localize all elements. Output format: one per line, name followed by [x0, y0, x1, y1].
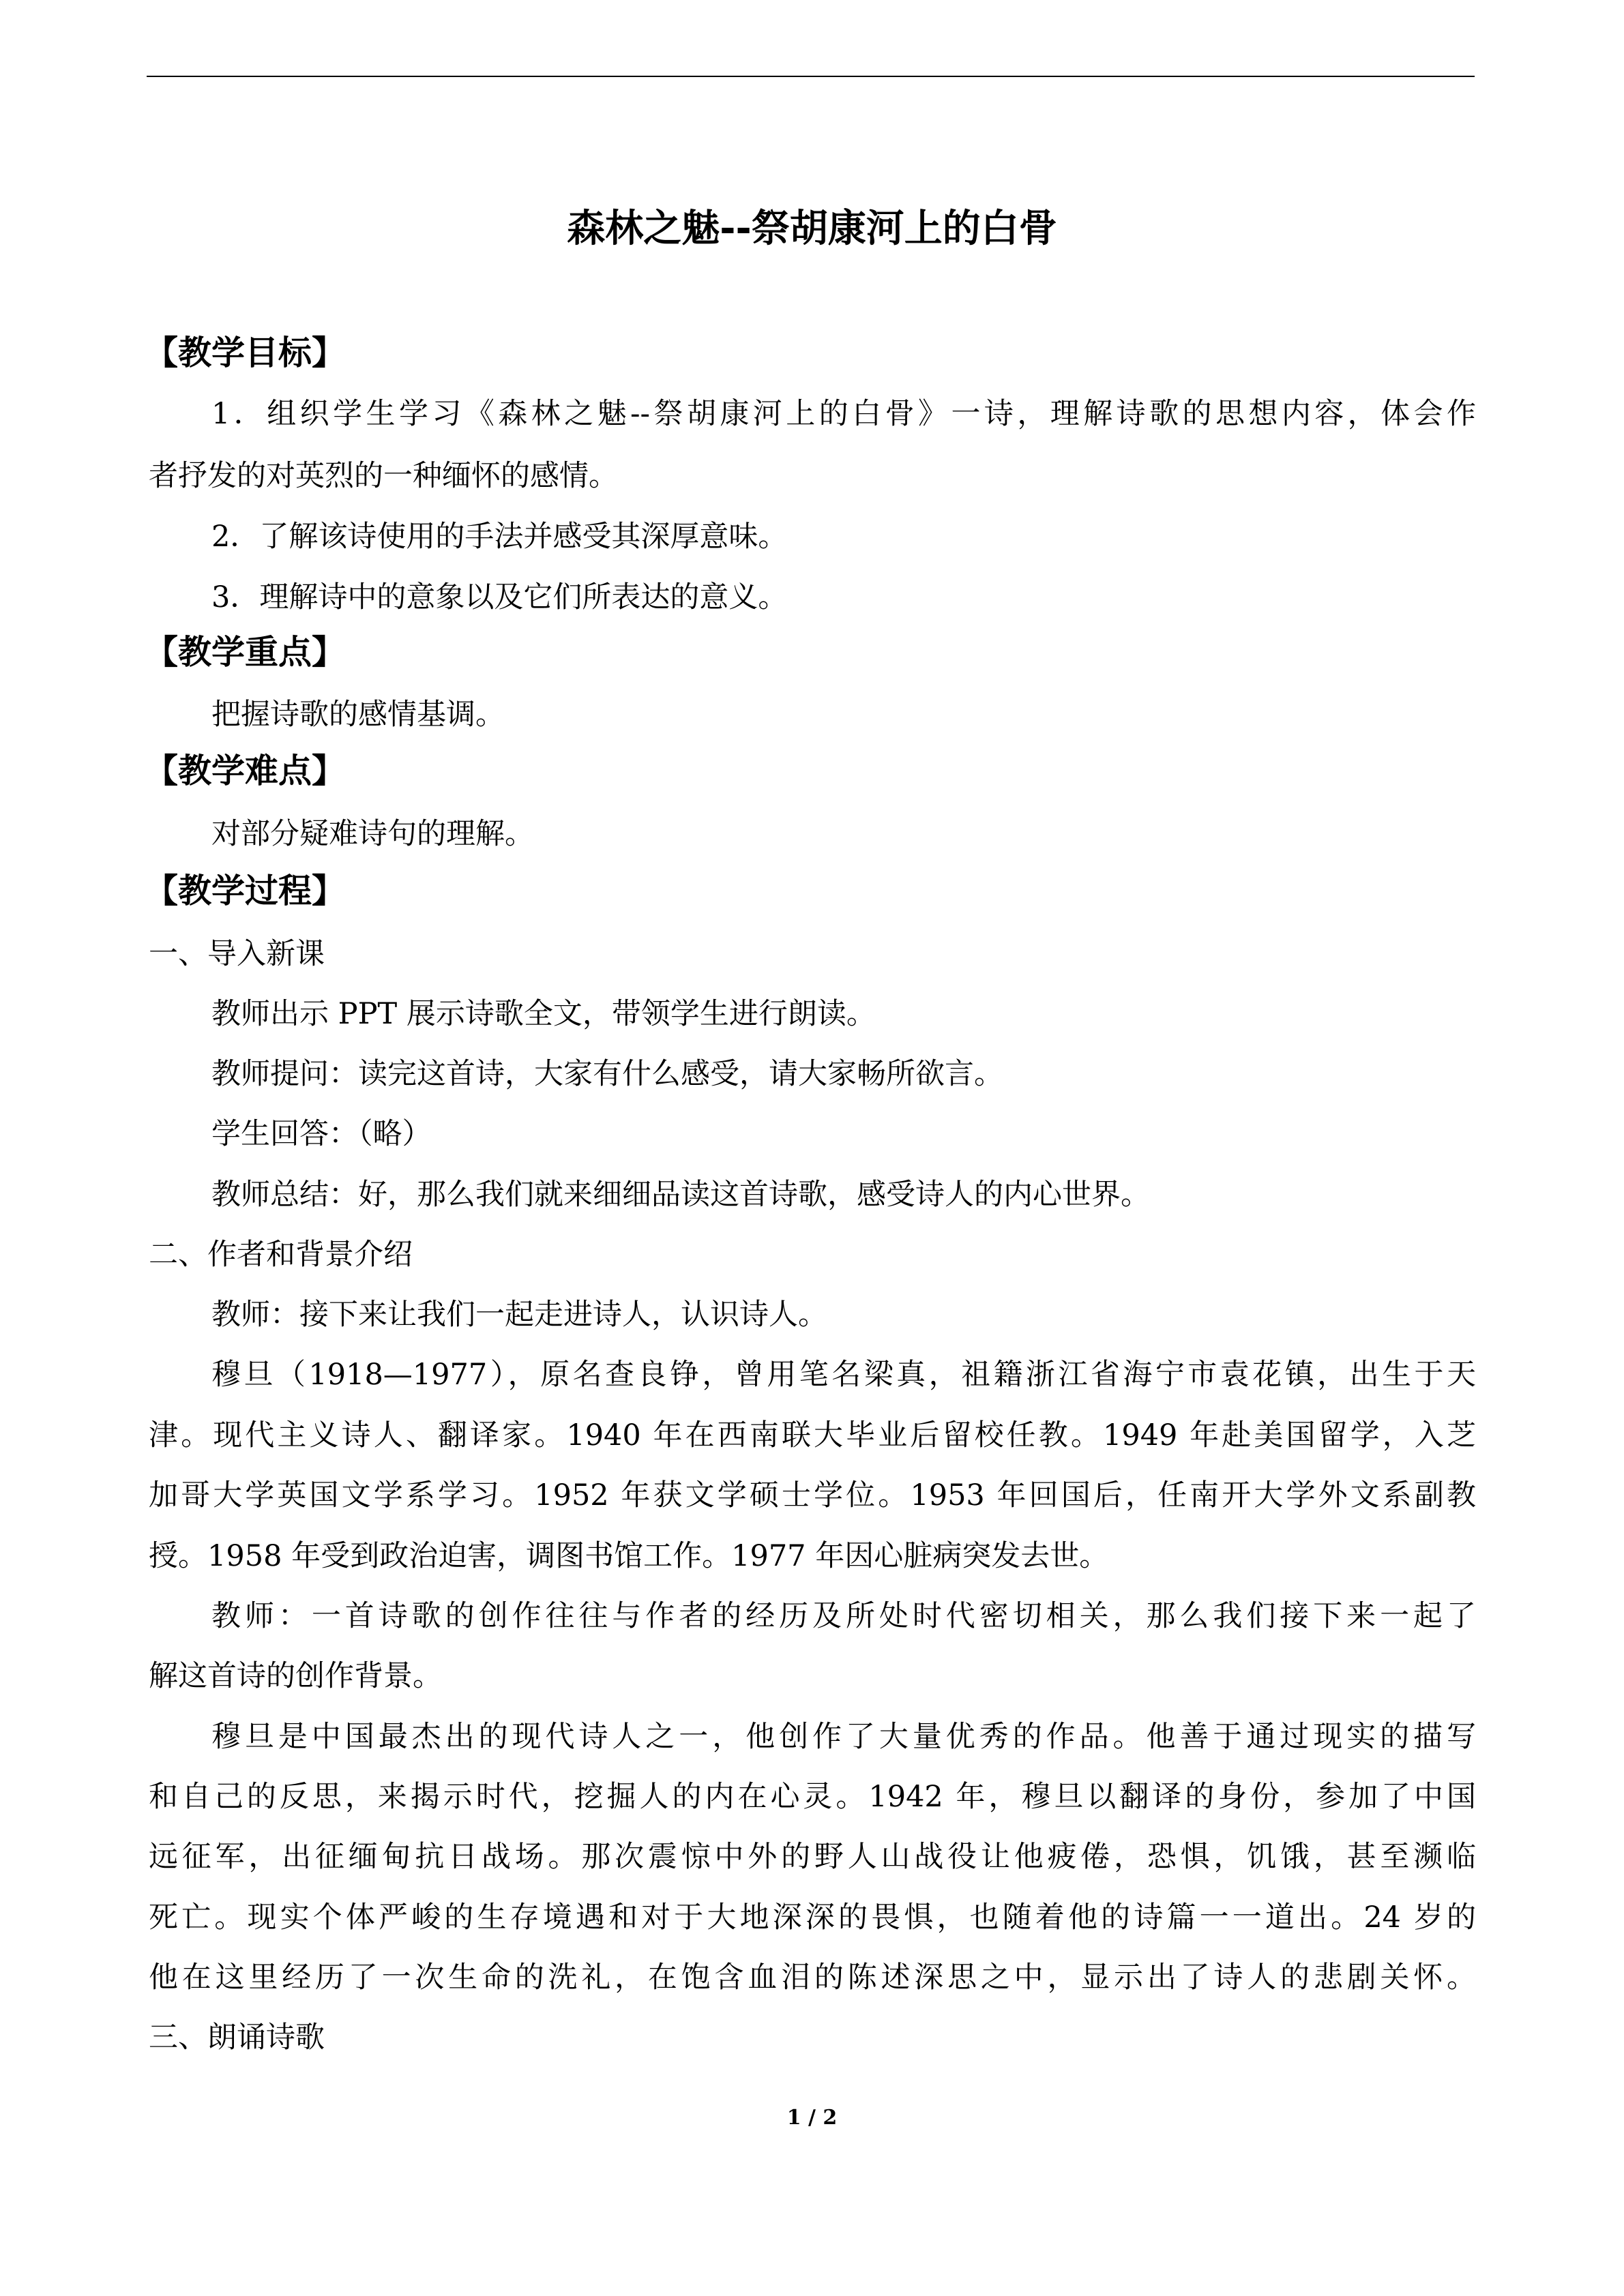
- background-line-4: 死亡。现实个体严峻的生存境遇和对于大地深深的畏惧，也随着他的诗篇一一道出。24 岁的: [149, 1900, 1476, 1935]
- key-point-text: 把握诗歌的感情基调。: [211, 698, 505, 732]
- background-line-2: 和自己的反思，来揭示时代，挖掘人的内在心灵。1942 年，穆旦以翻译的身份，参加了中国: [149, 1780, 1476, 1814]
- header-rule: [147, 76, 1475, 77]
- part1-paragraph-4: 教师总结：好，那么我们就来细细品读这首诗歌，感受诗人的内心世界。: [211, 1178, 1150, 1212]
- objectives-heading: 【教学目标】: [145, 333, 346, 372]
- objective-item-1-line-1: 1．组织学生学习《森林之魅--祭胡康河上的白骨》一诗，理解诗歌的思想内容，体会作: [211, 397, 1476, 431]
- part2-paragraph-1: 教师：接下来让我们一起走进诗人，认识诗人。: [211, 1298, 827, 1332]
- key-point-heading: 【教学重点】: [145, 633, 346, 672]
- objective-item-3: 3．理解诗中的意象以及它们所表达的意义。: [211, 580, 788, 614]
- objective-item-1-line-2: 者抒发的对英烈的一种缅怀的感情。: [149, 459, 618, 493]
- part1-paragraph-3: 学生回答：（略）: [211, 1117, 432, 1151]
- bio-line-3: 加哥大学英国文学系学习。1952 年获文学硕士学位。1953 年回国后，任南开大学外文系副教: [149, 1478, 1476, 1512]
- difficulty-text: 对部分疑难诗句的理解。: [211, 817, 534, 851]
- background-line-1: 穆旦是中国最杰出的现代诗人之一，他创作了大量优秀的作品。他善于通过现实的描写: [211, 1720, 1476, 1754]
- difficulty-heading: 【教学难点】: [145, 751, 346, 790]
- part2-paragraph-3-line-1: 教师：一首诗歌的创作往往与作者的经历及所处时代密切相关，那么我们接下来一起了: [211, 1599, 1476, 1633]
- part1-paragraph-1: 教师出示 PPT 展示诗歌全文，带领学生进行朗读。: [211, 997, 876, 1031]
- part2-paragraph-3-line-2: 解这首诗的创作背景。: [149, 1659, 442, 1693]
- bio-line-4: 授。1958 年受到政治迫害，调图书馆工作。1977 年因心脏病突发去世。: [149, 1539, 1109, 1573]
- document-title: 森林之魅--祭胡康河上的白骨: [567, 207, 1057, 251]
- process-heading: 【教学过程】: [145, 871, 346, 910]
- bio-line-2: 津。现代主义诗人、翻译家。1940 年在西南联大毕业后留校任教。1949 年赴美国留学，入芝: [149, 1418, 1476, 1452]
- part1-paragraph-2: 教师提问：读完这首诗，大家有什么感受，请大家畅所欲言。: [211, 1057, 1003, 1091]
- part2-title: 二、作者和背景介绍: [149, 1238, 413, 1272]
- background-line-3: 远征军，出征缅甸抗日战场。那次震惊中外的野人山战役让他疲倦，恐惧，饥饿，甚至濒临: [149, 1840, 1476, 1874]
- background-line-5: 他在这里经历了一次生命的洗礼，在饱含血泪的陈述深思之中，显示出了诗人的悲剧关怀。: [149, 1960, 1476, 1995]
- bio-line-1: 穆旦（1918—1977），原名查良铮，曾用笔名梁真，祖籍浙江省海宁市袁花镇，出生于天: [211, 1358, 1476, 1392]
- part3-title: 三、朗诵诗歌: [149, 2021, 325, 2055]
- part1-title: 一、导入新课: [149, 937, 325, 971]
- page-number: 1 / 2: [786, 2106, 838, 2130]
- objective-item-2: 2．了解该诗使用的手法并感受其深厚意味。: [211, 520, 788, 554]
